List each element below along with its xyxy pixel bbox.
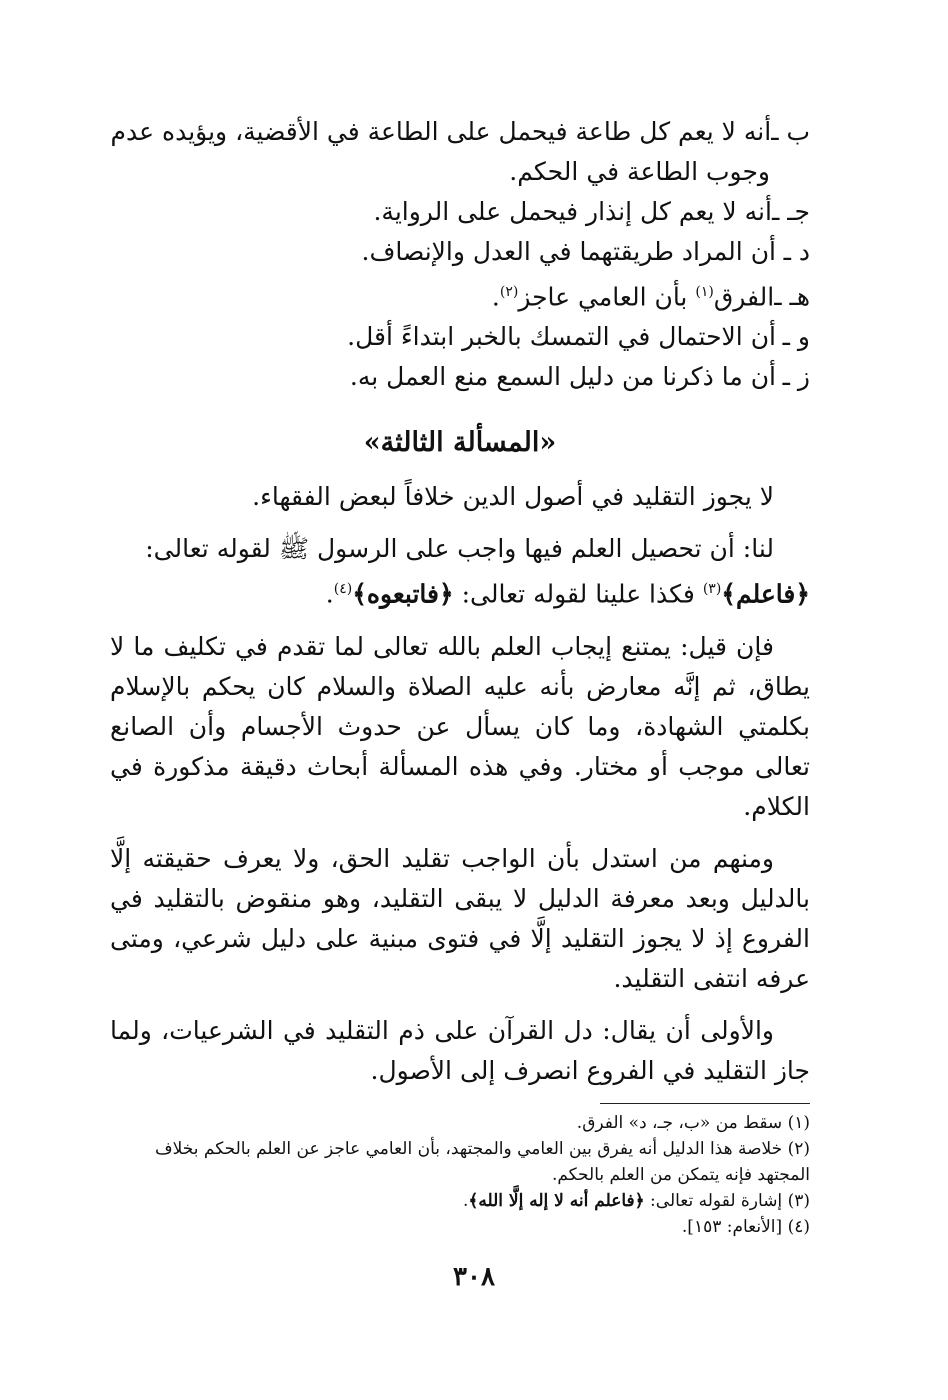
paragraph-4 [110, 839, 810, 999]
footnote-3 [110, 1188, 810, 1214]
footnote-text: إشارة لقوله تعالى: [644, 1190, 783, 1211]
footnote-number: (١) [787, 1112, 810, 1133]
item-text: أن الاحتمال في التمسك بالخبر ابتداءً أقل. [347, 322, 776, 352]
paragraph-text: فإن قيل: يمتنع إيجاب العلم بالله تعالى لما تقدم في تكليف ما لا يطاق، ثم إنَّه معارض بأنه عليه الصلاة والسلام كان يحكم بالإسلام بكلمتي الشهادة، وما كان يسأل عن حدوث الأجسام وأن الصانع تعالى موجب أو مختار. وفي هذه المسألة أبحاث دقيقة مذكورة في الكلام. [110, 631, 810, 821]
item-marker: و ـ [782, 322, 810, 352]
paragraph-3 [110, 627, 810, 827]
item-text: الفرق [713, 282, 775, 312]
quran-quote: ﴿فاتبعوه﴾ [352, 579, 454, 609]
section-heading: «المسألة الثالثة» [363, 427, 557, 459]
paragraph-line: لنا: أن تحصيل العلم فيها واجب على الرسول ﷺ لقوله تعالى: [145, 534, 774, 564]
item-text-cont: بأن العامي عاجز [518, 282, 696, 312]
item-marker: ز ـ [782, 362, 810, 392]
list-item-b-continuation: وجوب الطاعة في الحكم. [509, 157, 770, 186]
list-item-dal [110, 232, 810, 272]
paragraph-line [110, 569, 810, 614]
paragraph-text: فكذا علينا لقوله تعالى: [453, 579, 703, 609]
item-text: أن ما ذكرنا من دليل السمع منع العمل به. [349, 362, 776, 392]
item-marker: هـ ـ [774, 282, 810, 312]
footnote-text: خلاصة هذا الدليل أنه يفرق بين العامي والمجتهد، بأن العامي عاجز عن العلم بالحكم بخلاف المجتهد فإنه يتمكن من العلم بالحكم. [155, 1138, 810, 1185]
footnote-divider [600, 1103, 810, 1104]
paragraph-2 [110, 529, 810, 614]
page-body [110, 112, 810, 1240]
footnote-number: (٤) [787, 1216, 810, 1237]
footnote-4 [110, 1214, 810, 1240]
paragraph-text: لا يجوز التقليد في أصول الدين خلافاً لبعض الفقهاء. [252, 482, 774, 512]
paragraph-1 [110, 477, 810, 517]
footnote-ref-3[interactable]: (٣) [702, 581, 722, 598]
item-text: أن المراد طريقتهما في العدل والإنصاف. [361, 237, 776, 266]
footnote-1 [110, 1110, 810, 1136]
footnote-number: (٢) [787, 1138, 810, 1159]
footnote-text: [الأنعام: ١٥٣]. [681, 1216, 783, 1237]
paragraph-5 [110, 1011, 810, 1091]
list-item-b [110, 112, 810, 152]
paragraph-text: ومنهم من استدل بأن الواجب تقليد الحق، ولا يعرف حقيقته إلَّا بالدليل وبعد معرفة الدليل لا يبقى التقليد، وهو منقوض بالتقليد في الفروع إذ لا يجوز التقليد إلَّا في فتوى مبنية على دليل شرعي، ومتى عرفه انتفى التقليد. [110, 843, 810, 993]
item-marker: جـ ـ [771, 197, 810, 226]
list-item-ha [110, 272, 810, 317]
footnote-end: . [462, 1190, 469, 1211]
footnote-number: (٣) [787, 1190, 810, 1211]
item-marker: د ـ [783, 237, 810, 266]
footnote-text: سقط من «ب، جـ، د» الفرق. [576, 1112, 783, 1133]
paragraph-text: والأولى أن يقال: دل القرآن على ذم التقليد في الشرعيات، ولما جاز التقليد في الفروع انصرف إلى الأصول. [110, 1015, 810, 1085]
item-text-end: . [491, 282, 500, 312]
list-item-zay [110, 357, 810, 397]
list-item-waw [110, 317, 810, 357]
paragraph-end: . [325, 579, 334, 609]
footnote-ref-4[interactable]: (٤) [333, 581, 353, 598]
list-item-jim [110, 192, 810, 232]
item-text: أنه لا يعم كل طاعة فيحمل على الطاعة في الأقضية، ويؤيده عدم [110, 117, 772, 146]
footnote-2 [110, 1136, 810, 1188]
page-number: ٣٠٨ [453, 1262, 495, 1292]
quran-quote: ﴿فاعلم﴾ [721, 579, 810, 609]
quran-quote: ﴿فاعلم أنه لا إله إلَّا الله﴾ [468, 1190, 645, 1211]
footnote-ref-2[interactable]: (٢) [499, 284, 519, 300]
item-marker: ب ـ [771, 117, 810, 146]
item-text: أنه لا يعم كل إنذار فيحمل على الرواية. [373, 197, 772, 226]
footnote-ref-1[interactable]: (١) [695, 284, 714, 300]
